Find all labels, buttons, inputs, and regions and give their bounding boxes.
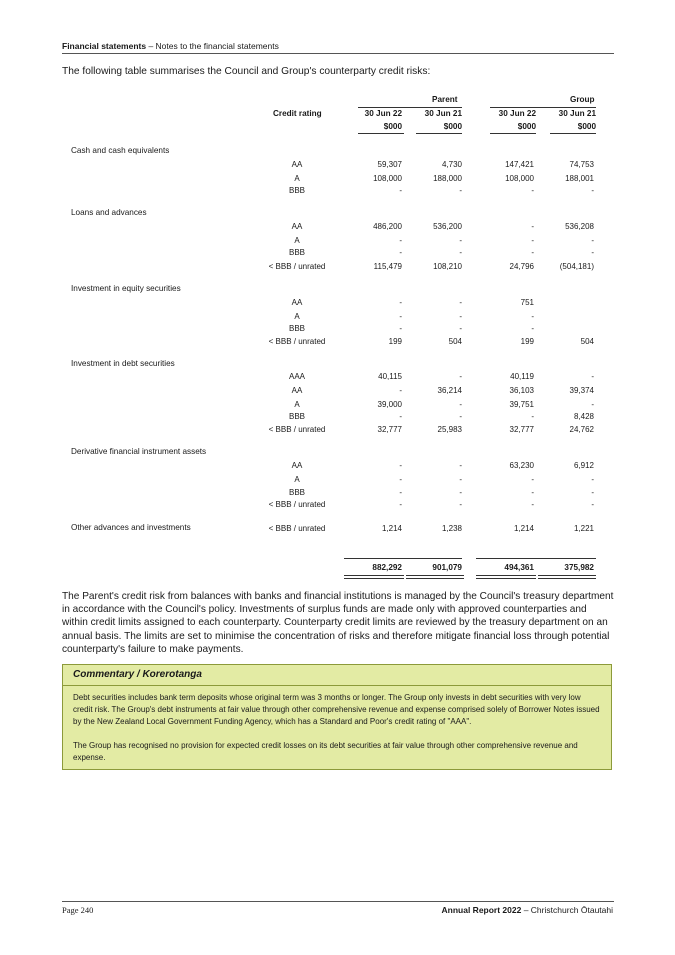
value-cell-group-2022: - [531,500,534,509]
credit-rating-cell: < BBB / unrated [268,337,326,346]
value-cell-parent-2022: 108,000 [373,174,402,183]
value-cell-parent-2022: - [399,324,402,333]
value-cell-parent-2021: - [459,400,462,409]
total-double-rule [476,575,536,579]
value-cell-group-2021: 1,221 [573,524,594,533]
credit-rating-cell: AAA [288,372,305,381]
value-cell-parent-2022: - [399,248,402,257]
value-cell-parent-2022: - [399,475,402,484]
credit-rating-cell: A [294,312,300,321]
credit-rating-cell: < BBB / unrated [268,524,326,533]
col-header-parent-2021: 30 Jun 21 [424,109,462,118]
value-cell-group-2022: 39,751 [509,400,534,409]
value-cell-group-2022: - [531,312,534,321]
value-cell-group-2021: 188,001 [565,174,594,183]
credit-rating-cell: AA [291,386,303,395]
category-derivatives: Derivative financial instrument assets [71,447,207,456]
value-cell-parent-2022: - [399,461,402,470]
col-rule [358,133,404,134]
credit-rating-cell: < BBB / unrated [268,425,326,434]
value-cell-group-2022: 199 [520,337,534,346]
footer-rule [62,901,614,902]
value-cell-parent-2022: - [399,500,402,509]
value-cell-parent-2022: - [399,386,402,395]
value-cell-group-2022: 63,230 [509,461,534,470]
value-cell-group-2021: 536,208 [565,222,594,231]
total-double-rule [406,575,464,579]
value-cell-group-2022: - [531,186,534,195]
value-cell-parent-2022: - [399,312,402,321]
col-rule [490,133,536,134]
col-header-group-2022: 30 Jun 22 [498,109,536,118]
value-cell-group-2021: (504,181) [559,262,594,271]
value-cell-group-2021: - [591,248,594,257]
value-cell-parent-2021: 108,210 [433,262,462,271]
total-parent-2021: 901,079 [432,563,462,572]
value-cell-group-2021: - [591,488,594,497]
value-cell-group-2022: 24,796 [509,262,534,271]
header-section: Financial statements [62,41,147,51]
value-cell-parent-2021: 25,983 [437,425,462,434]
credit-rating-cell: A [294,400,300,409]
value-cell-parent-2021: - [459,248,462,257]
header-subsection: – Notes to the financial statements [146,41,279,51]
value-cell-parent-2022: 39,000 [377,400,402,409]
value-cell-group-2022: - [531,236,534,245]
total-group-2021: 375,982 [564,563,594,572]
credit-rating-cell: < BBB / unrated [268,262,326,271]
value-cell-group-2022: - [531,488,534,497]
total-rule [536,558,596,559]
value-cell-parent-2021: 536,200 [433,222,462,231]
page-number: Page 240 [62,905,94,915]
value-cell-group-2021: - [591,475,594,484]
header-rule [62,53,614,54]
unit-group-2021: $000 [577,122,596,131]
report-title [442,905,613,915]
value-cell-group-2022: 1,214 [513,524,534,533]
total-rule [476,558,536,559]
category-loans: Loans and advances [71,208,147,217]
credit-rating-cell: A [294,174,300,183]
value-cell-parent-2022: - [399,298,402,307]
value-cell-group-2021: 8,428 [573,412,594,421]
category-other: Other advances and investments [71,523,191,532]
total-rule [344,558,404,559]
value-cell-parent-2022: 199 [388,337,402,346]
value-cell-group-2021: - [591,372,594,381]
category-equity: Investment in equity securities [71,284,181,293]
credit-rating-cell: BBB [288,412,305,421]
value-cell-parent-2022: - [399,412,402,421]
value-cell-parent-2022: - [399,186,402,195]
value-cell-parent-2021: - [459,186,462,195]
commentary-title: Commentary / Korerotanga [73,669,202,680]
credit-rating-cell: AA [291,222,303,231]
value-cell-parent-2021: - [459,324,462,333]
value-cell-parent-2021: - [459,298,462,307]
credit-rating-cell: A [294,236,300,245]
commentary-paragraph-2: The Group has recognised no provision for expected credit losses on its debt securities at fair value through other comprehensive revenue and expense. [73,741,578,762]
value-cell-group-2022: - [531,324,534,333]
credit-rating-cell: BBB [288,186,305,195]
value-cell-parent-2022: 115,479 [373,262,402,271]
value-cell-parent-2021: - [459,312,462,321]
value-cell-parent-2021: - [459,461,462,470]
total-group-2022: 494,361 [504,563,534,572]
col-rule [550,133,596,134]
value-cell-group-2022: 32,777 [509,425,534,434]
value-cell-parent-2021: - [459,412,462,421]
value-cell-group-2022: - [531,412,534,421]
unit-parent-2021: $000 [443,122,462,131]
commentary-paragraph-1: Debt securities includes bank term deposits whose original term was 3 months or longer. The Group only invests in debt securities with very low credit risk. The Group's debt instruments at fair value through other comprehensive revenue and expense comprised solely of Borrower Notes issued by the New Zealand Local Government Funding Agency, which has a Standard and Poor's credit rating of "AAA". [73,693,600,726]
report-name: Annual Report 2022 [441,905,522,915]
report-city: – Christchurch Ōtautahi [521,905,613,915]
value-cell-group-2022: - [531,248,534,257]
credit-rating-cell: AA [291,461,303,470]
treasury-paragraph: The Parent's credit risk from balances with banks and financial institutions is managed by the Council's treasury department in accordance with the Council's policy. Investments of surplus funds are made only with approved counterparties and within credit limits assigned to each counterparty. Counterparty credit limits are reviewed by the treasury department on an annual basis. The limits are set to minimise the concentration of risks and therefore mitigate financial loss through potential counterparty's failure to make payments. [62,591,614,655]
value-cell-parent-2021: - [459,475,462,484]
value-cell-parent-2021: 36,214 [437,386,462,395]
category-cash: Cash and cash equivalents [71,146,170,155]
value-cell-group-2022: - [531,222,534,231]
value-cell-group-2021: 6,912 [573,461,594,470]
value-cell-parent-2022: - [399,236,402,245]
value-cell-group-2021: - [591,186,594,195]
credit-rating-cell: < BBB / unrated [268,500,326,509]
intro-text: The following table summarises the Council and Group's counterparty credit risks: [62,66,431,77]
value-cell-parent-2021: - [459,236,462,245]
col-header-group-2021: 30 Jun 21 [558,109,596,118]
value-cell-group-2021: - [591,500,594,509]
value-cell-parent-2022: 40,115 [378,372,402,381]
category-debt: Investment in debt securities [71,359,175,368]
value-cell-group-2021: 24,762 [569,425,594,434]
value-cell-parent-2022: - [399,488,402,497]
value-cell-group-2022: 751 [520,298,534,307]
unit-group-2022: $000 [517,122,536,131]
value-cell-parent-2021: - [459,500,462,509]
page-header [62,41,279,51]
value-cell-parent-2021: 188,000 [433,174,462,183]
value-cell-parent-2022: 1,214 [381,524,402,533]
col-header-parent-2022: 30 Jun 22 [364,109,402,118]
total-rule [404,558,462,559]
credit-rating-cell: BBB [288,248,305,257]
value-cell-parent-2022: 32,777 [377,425,402,434]
parent-group-rule [358,107,462,108]
value-cell-parent-2021: 4,730 [441,160,462,169]
credit-rating-header: Credit rating [273,109,322,118]
value-cell-parent-2021: - [459,488,462,497]
value-cell-group-2021: - [591,236,594,245]
value-cell-group-2021: 504 [580,337,594,346]
value-cell-parent-2021: 1,238 [441,524,462,533]
total-double-rule [538,575,596,579]
total-double-rule [344,575,404,579]
value-cell-group-2022: 147,421 [505,160,534,169]
value-cell-group-2022: 40,119 [510,372,534,381]
value-cell-group-2022: 36,103 [509,386,534,395]
group-heading-parent: Parent [432,95,458,104]
unit-parent-2022: $000 [383,122,402,131]
col-rule [416,133,462,134]
credit-rating-cell: AA [291,160,303,169]
credit-rating-cell: BBB [288,488,305,497]
value-cell-parent-2022: 486,200 [373,222,402,231]
value-cell-group-2022: 108,000 [505,174,534,183]
commentary-rule [63,685,611,686]
commentary-box [62,664,612,770]
value-cell-parent-2022: 59,307 [377,160,402,169]
value-cell-group-2021: - [591,400,594,409]
credit-rating-cell: BBB [288,324,305,333]
group-group-rule [490,107,596,108]
value-cell-parent-2021: 504 [448,337,462,346]
credit-rating-cell: A [294,475,300,484]
total-parent-2022: 882,292 [372,563,402,572]
value-cell-parent-2021: - [459,372,462,381]
group-heading-group: Group [570,95,595,104]
value-cell-group-2022: - [531,475,534,484]
credit-rating-cell: AA [291,298,303,307]
value-cell-group-2021: 39,374 [569,386,594,395]
value-cell-group-2021: 74,753 [569,160,594,169]
